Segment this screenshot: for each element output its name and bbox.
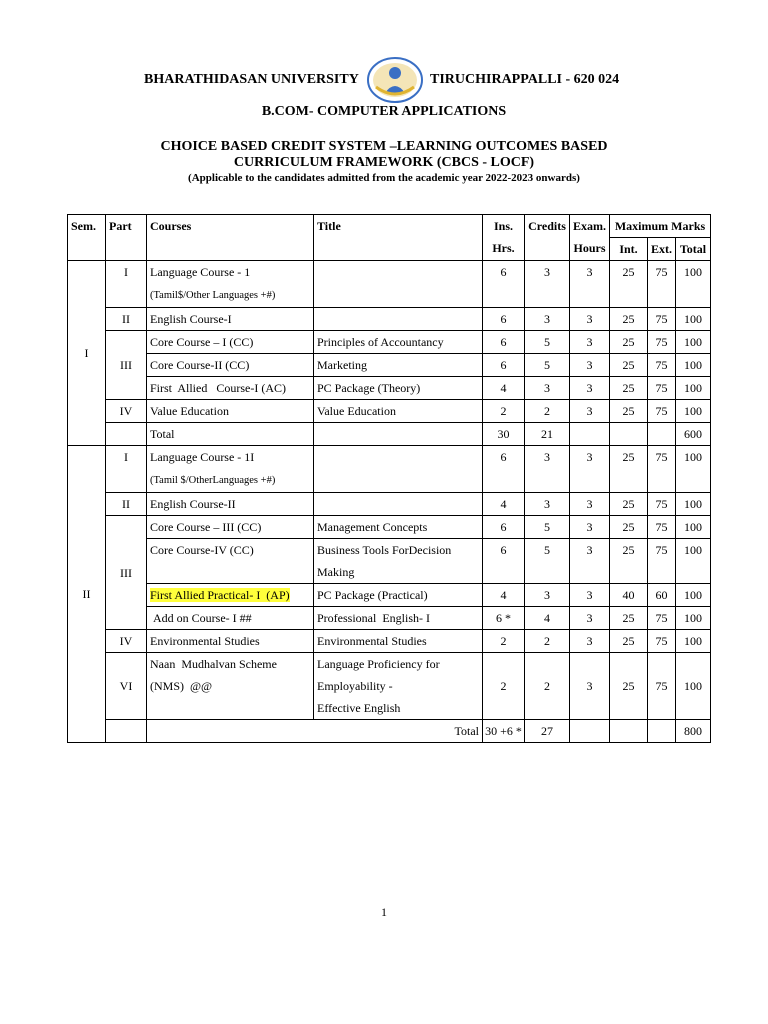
hrs-cell: 6 <box>483 446 525 493</box>
title-sub2: Effective English <box>317 701 401 715</box>
table-row <box>68 493 711 516</box>
header-int: Int. <box>610 238 648 261</box>
credits-cell: 3 <box>525 446 570 493</box>
page-number: 1 <box>381 905 387 919</box>
ext-cell: 75 <box>648 607 676 630</box>
header-title: Title <box>314 215 483 261</box>
table-row <box>68 354 711 377</box>
title-cell: Value Education <box>314 400 483 423</box>
int-cell: 25 <box>610 377 648 400</box>
course-sub: (Tamil$/Other Languages +#) <box>150 290 276 301</box>
title-cell: Management Concepts <box>314 516 483 539</box>
course-cell <box>147 584 314 607</box>
title-cell <box>314 261 483 308</box>
hrs-cell: 2 <box>483 400 525 423</box>
int-cell: 25 <box>610 630 648 653</box>
course-name: Naan Mudhalvan Scheme <box>150 657 277 671</box>
course-cell: Add on Course- I ## <box>147 607 314 630</box>
hrs-cell: 6 <box>483 539 525 584</box>
title-cell: Professional English- I <box>314 607 483 630</box>
ext-cell: 75 <box>648 308 676 331</box>
title-cell <box>314 446 483 493</box>
header-ext: Ext. <box>648 238 676 261</box>
credits-cell: 5 <box>525 354 570 377</box>
course-cell: Environmental Studies <box>147 630 314 653</box>
exam-cell: 3 <box>570 377 610 400</box>
header-maximum-marks: Maximum Marks <box>610 215 711 238</box>
hrs-cell: 2 <box>483 630 525 653</box>
course-cell: Core Course – I (CC) <box>147 331 314 354</box>
course-cell: First Allied Course-I (AC) <box>147 377 314 400</box>
university-logo <box>366 57 424 103</box>
part-cell: I <box>106 261 147 308</box>
header-sem: Sem. <box>68 215 106 261</box>
title-cell <box>314 539 483 584</box>
ext-cell: 75 <box>648 377 676 400</box>
credits-cell: 3 <box>525 261 570 308</box>
table-row <box>68 539 711 584</box>
part-cell: IV <box>106 400 147 423</box>
course-sub: (NMS) @@ <box>150 679 213 693</box>
total-cell: 100 <box>676 607 711 630</box>
ext-cell: 75 <box>648 653 676 720</box>
title-name: Language Proficiency for <box>317 657 440 671</box>
ext-cell: 75 <box>648 539 676 584</box>
int-cell: 25 <box>610 400 648 423</box>
course-cell: Core Course – III (CC) <box>147 516 314 539</box>
header-part: Part <box>106 215 147 261</box>
hrs-cell: 4 <box>483 377 525 400</box>
title-cell: Environmental Studies <box>314 630 483 653</box>
total-label: Total <box>147 720 483 743</box>
hrs-cell: 6 <box>483 308 525 331</box>
int-cell: 25 <box>610 653 648 720</box>
credits-cell: 3 <box>525 377 570 400</box>
exam-cell: 3 <box>570 446 610 493</box>
total-label: Total <box>147 423 314 446</box>
int-cell: 40 <box>610 584 648 607</box>
ext-cell: 60 <box>648 584 676 607</box>
credits-cell: 2 <box>525 630 570 653</box>
ext-cell: 75 <box>648 261 676 308</box>
ext-cell: 75 <box>648 516 676 539</box>
total-cell: 100 <box>676 584 711 607</box>
total-cell: 100 <box>676 493 711 516</box>
int-cell: 25 <box>610 607 648 630</box>
course-cell: Core Course-IV (CC) <box>147 539 314 584</box>
exam-cell: 3 <box>570 354 610 377</box>
total-cell: 100 <box>676 400 711 423</box>
part-cell: VI <box>106 653 147 720</box>
part-cell: III <box>106 516 147 630</box>
total-cell: 100 <box>676 653 711 720</box>
ext-cell: 75 <box>648 493 676 516</box>
exam-cell: 3 <box>570 584 610 607</box>
framework-title-line2: CURRICULUM FRAMEWORK (CBCS - LOCF) <box>233 155 535 170</box>
hrs-cell: 6 <box>483 331 525 354</box>
total-cell: 100 <box>676 331 711 354</box>
highlighted-course-name: First Allied Practical- I (AP) <box>150 588 290 602</box>
int-cell: 25 <box>610 493 648 516</box>
credits-cell: 5 <box>525 539 570 584</box>
course-cell: Core Course-II (CC) <box>147 354 314 377</box>
hrs-cell: 6 <box>483 354 525 377</box>
total-cell: 100 <box>676 308 711 331</box>
header-ins: Ins. <box>493 219 513 233</box>
title-cell: PC Package (Theory) <box>314 377 483 400</box>
semester-cell: I <box>68 261 106 446</box>
title-name: Business Tools ForDecision <box>317 543 452 557</box>
title-cell: Marketing <box>314 354 483 377</box>
header-credits: Credits <box>525 215 570 261</box>
table-row <box>68 377 711 400</box>
title-cell: Principles of Accountancy <box>314 331 483 354</box>
university-name: BHARATHIDASAN UNIVERSITY <box>144 72 359 87</box>
int-cell: 25 <box>610 354 648 377</box>
exam-cell: 3 <box>570 630 610 653</box>
title-sub: Making <box>317 565 355 579</box>
header-hrs: Hrs. <box>492 241 515 255</box>
table-row <box>68 630 711 653</box>
course-cell: Value Education <box>147 400 314 423</box>
int-cell: 25 <box>610 308 648 331</box>
total-row <box>68 720 711 743</box>
total-hrs: 30 +6 * <box>483 720 525 743</box>
course-name: Language Course - 1 <box>150 265 251 279</box>
table-row <box>68 331 711 354</box>
table-row <box>68 400 711 423</box>
hrs-cell: 4 <box>483 493 525 516</box>
credits-cell: 5 <box>525 516 570 539</box>
exam-cell: 3 <box>570 308 610 331</box>
total-cell: 100 <box>676 261 711 308</box>
course-cell: English Course-I <box>147 308 314 331</box>
table-row <box>68 308 711 331</box>
exam-cell: 3 <box>570 607 610 630</box>
total-marks: 600 <box>676 423 711 446</box>
int-cell: 25 <box>610 261 648 308</box>
header-courses: Courses <box>147 215 314 261</box>
total-cell: 100 <box>676 539 711 584</box>
exam-cell: 3 <box>570 493 610 516</box>
total-hrs: 30 <box>483 423 525 446</box>
credits-cell: 3 <box>525 308 570 331</box>
title-cell: PC Package (Practical) <box>314 584 483 607</box>
exam-cell: 3 <box>570 261 610 308</box>
credits-cell: 5 <box>525 331 570 354</box>
header-ins-hrs <box>483 215 525 261</box>
title-cell <box>314 653 483 720</box>
total-cell: 100 <box>676 377 711 400</box>
part-cell: II <box>106 308 147 331</box>
table-row <box>68 516 711 539</box>
title-sub: Employability - <box>317 679 393 693</box>
ext-cell: 75 <box>648 446 676 493</box>
credits-cell: 2 <box>525 400 570 423</box>
course-cell: English Course-II <box>147 493 314 516</box>
course-sub: (Tamil $/OtherLanguages +#) <box>150 475 276 486</box>
framework-title-line1: CHOICE BASED CREDIT SYSTEM –LEARNING OUTCOMES BASED <box>160 139 608 154</box>
exam-cell: 3 <box>570 653 610 720</box>
applicability-note: (Applicable to the candidates admitted from the academic year 2022-2023 onwards) <box>188 172 580 184</box>
curriculum-table <box>67 214 711 743</box>
course-cell <box>147 653 314 720</box>
int-cell: 25 <box>610 539 648 584</box>
semester-cell: II <box>68 446 106 743</box>
table-header-row <box>68 215 711 238</box>
hrs-cell: 6 * <box>483 607 525 630</box>
total-credits: 27 <box>525 720 570 743</box>
total-cell: 100 <box>676 354 711 377</box>
part-cell: II <box>106 493 147 516</box>
header-exam: Exam. <box>573 219 606 233</box>
ext-cell: 75 <box>648 331 676 354</box>
ext-cell: 75 <box>648 630 676 653</box>
total-cell: 100 <box>676 630 711 653</box>
table-row <box>68 607 711 630</box>
hrs-cell: 6 <box>483 516 525 539</box>
int-cell: 25 <box>610 446 648 493</box>
header-hours: Hours <box>573 241 606 255</box>
total-cell: 100 <box>676 516 711 539</box>
total-marks: 800 <box>676 720 711 743</box>
exam-cell: 3 <box>570 400 610 423</box>
credits-cell: 3 <box>525 493 570 516</box>
title-cell <box>314 493 483 516</box>
exam-cell: 3 <box>570 539 610 584</box>
header-exam-hours <box>570 215 610 261</box>
university-city: TIRUCHIRAPPALLI - 620 024 <box>430 72 620 87</box>
credits-cell: 3 <box>525 584 570 607</box>
part-cell: III <box>106 331 147 400</box>
part-cell: IV <box>106 630 147 653</box>
exam-cell: 3 <box>570 516 610 539</box>
int-cell: 25 <box>610 516 648 539</box>
total-credits: 21 <box>525 423 570 446</box>
ext-cell: 75 <box>648 400 676 423</box>
total-cell: 100 <box>676 446 711 493</box>
course-cell <box>147 261 314 308</box>
header-total: Total <box>676 238 711 261</box>
table-row <box>68 584 711 607</box>
total-row <box>68 423 711 446</box>
hrs-cell: 6 <box>483 261 525 308</box>
exam-cell: 3 <box>570 331 610 354</box>
ext-cell: 75 <box>648 354 676 377</box>
credits-cell: 4 <box>525 607 570 630</box>
title-cell <box>314 308 483 331</box>
course-name: Language Course - 1I <box>150 450 255 464</box>
table-row <box>68 653 711 720</box>
table-row <box>68 261 711 308</box>
credits-cell: 2 <box>525 653 570 720</box>
int-cell: 25 <box>610 331 648 354</box>
table-row <box>68 446 711 493</box>
program-title: B.COM- COMPUTER APPLICATIONS <box>261 104 507 119</box>
hrs-cell: 2 <box>483 653 525 720</box>
course-cell <box>147 446 314 493</box>
hrs-cell: 4 <box>483 584 525 607</box>
part-cell: I <box>106 446 147 493</box>
